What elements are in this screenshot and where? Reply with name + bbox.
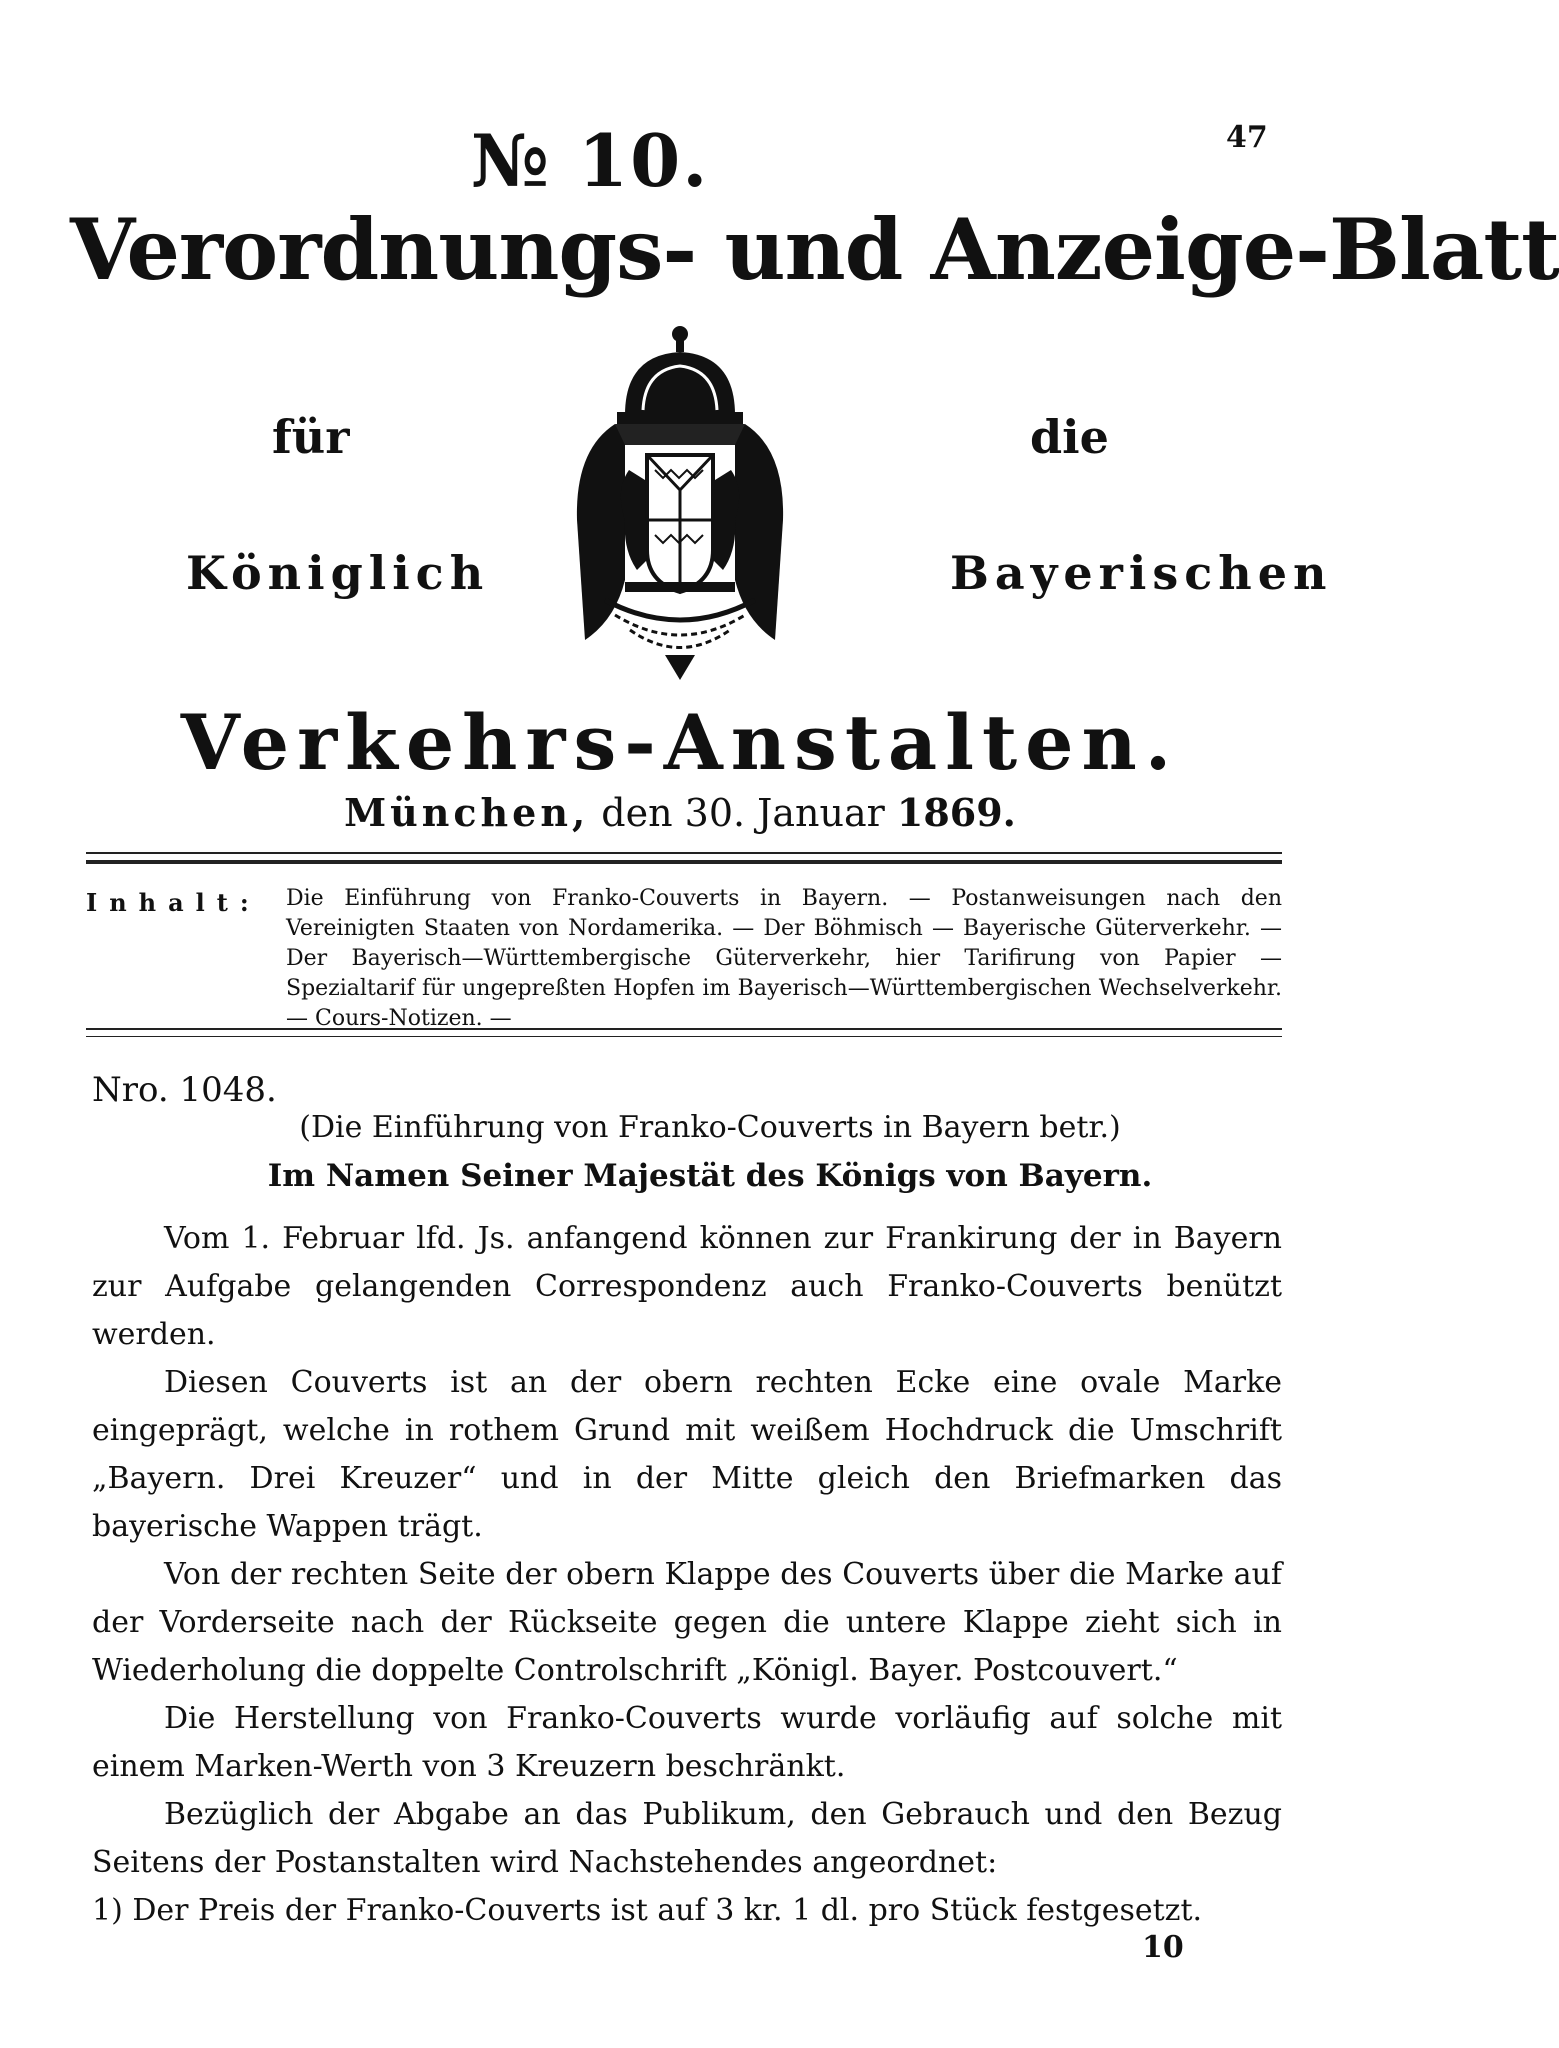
list-item: 1) Der Preis der Franko-Couverts ist auf 3 kr. 1 dl. pro Stück festgesetzt. bbox=[92, 1893, 1203, 1928]
contents-text: Die Einführung von Franko-Couverts in Bayern. — Postanweisungen nach den Vereinigten Staaten von Nordamerika. — Der Böhmisch — Bayerische Güterverkehr. — Der Bayerisch—Württembergische Güterverkehr, hier Tarifirung von Papier — Spezialtarif für ungepreßten Hopfen im Bayerisch—Württembergischen Wechselverkehr. — Cours-Notizen. — bbox=[286, 886, 1282, 1031]
masthead-word-fuer: für bbox=[272, 410, 350, 464]
dateline-year: 1869. bbox=[896, 790, 1016, 835]
masthead-word-koeniglich: Königlich bbox=[186, 546, 490, 600]
paragraph: Die Herstellung von Franko-Couverts wurde vorläufig auf solche mit einem Marken-Werth von 3 Kreuzern beschränkt. bbox=[92, 1701, 1282, 1784]
rule-top-thick bbox=[86, 860, 1282, 864]
rule-bottom-1 bbox=[86, 1028, 1282, 1030]
dateline-city: München, bbox=[344, 790, 590, 835]
masthead-title: Verordnungs- und Anzeige-Blatt bbox=[70, 200, 1559, 299]
sheet-signature: 10 bbox=[1142, 1930, 1184, 1965]
rule-bottom-2 bbox=[86, 1036, 1282, 1037]
rule-top-thin bbox=[86, 852, 1282, 854]
section-preamble: Im Namen Seiner Majestät des Königs von Bayern. bbox=[267, 1158, 1153, 1194]
paragraph: Von der rechten Seite der obern Klappe des Couverts über die Marke auf der Vorderseite nach der Rückseite gegen die untere Klappe zieht sich in Wiederholung die doppelte Controlschrift „Königl. Bayer. Postcouvert.“ bbox=[92, 1557, 1282, 1688]
section-number: Nro. 1048. bbox=[92, 1070, 277, 1110]
issue-number: № 10. bbox=[470, 118, 710, 203]
body-text bbox=[92, 1215, 1282, 1935]
page-number: 47 bbox=[1226, 120, 1268, 155]
coat-of-arms-emblem bbox=[555, 320, 805, 690]
contents-label: Inhalt: bbox=[86, 888, 261, 917]
paragraph: Bezüglich der Abgabe an das Publikum, den Gebrauch und den Bezug Seitens der Postanstalten wird Nachstehendes angeordnet: bbox=[92, 1797, 1282, 1880]
masthead-word-die: die bbox=[1030, 410, 1109, 464]
masthead-word-bayerischen: Bayerischen bbox=[950, 546, 1333, 600]
dateline bbox=[0, 790, 1360, 835]
section-title: (Die Einführung von Franko-Couverts in Bayern betr.) bbox=[299, 1110, 1121, 1145]
paragraph: Diesen Couverts ist an der obern rechten Ecke eine ovale Marke eingeprägt, welche in rothem Grund mit weißem Hochdruck die Umschrift „Bayern. Drei Kreuzer“ und in der Mitte gleich den Briefmarken das bayerische Wappen trägt. bbox=[92, 1365, 1282, 1544]
paragraph: Vom 1. Februar lfd. Js. anfangend können zur Frankirung der in Bayern zur Aufgabe gelangenden Correspondenz auch Franko-Couverts benützt werden. bbox=[92, 1221, 1282, 1352]
masthead-subtitle: Verkehrs-Anstalten. bbox=[180, 698, 1180, 787]
dateline-date: den 30. Januar bbox=[601, 791, 885, 835]
